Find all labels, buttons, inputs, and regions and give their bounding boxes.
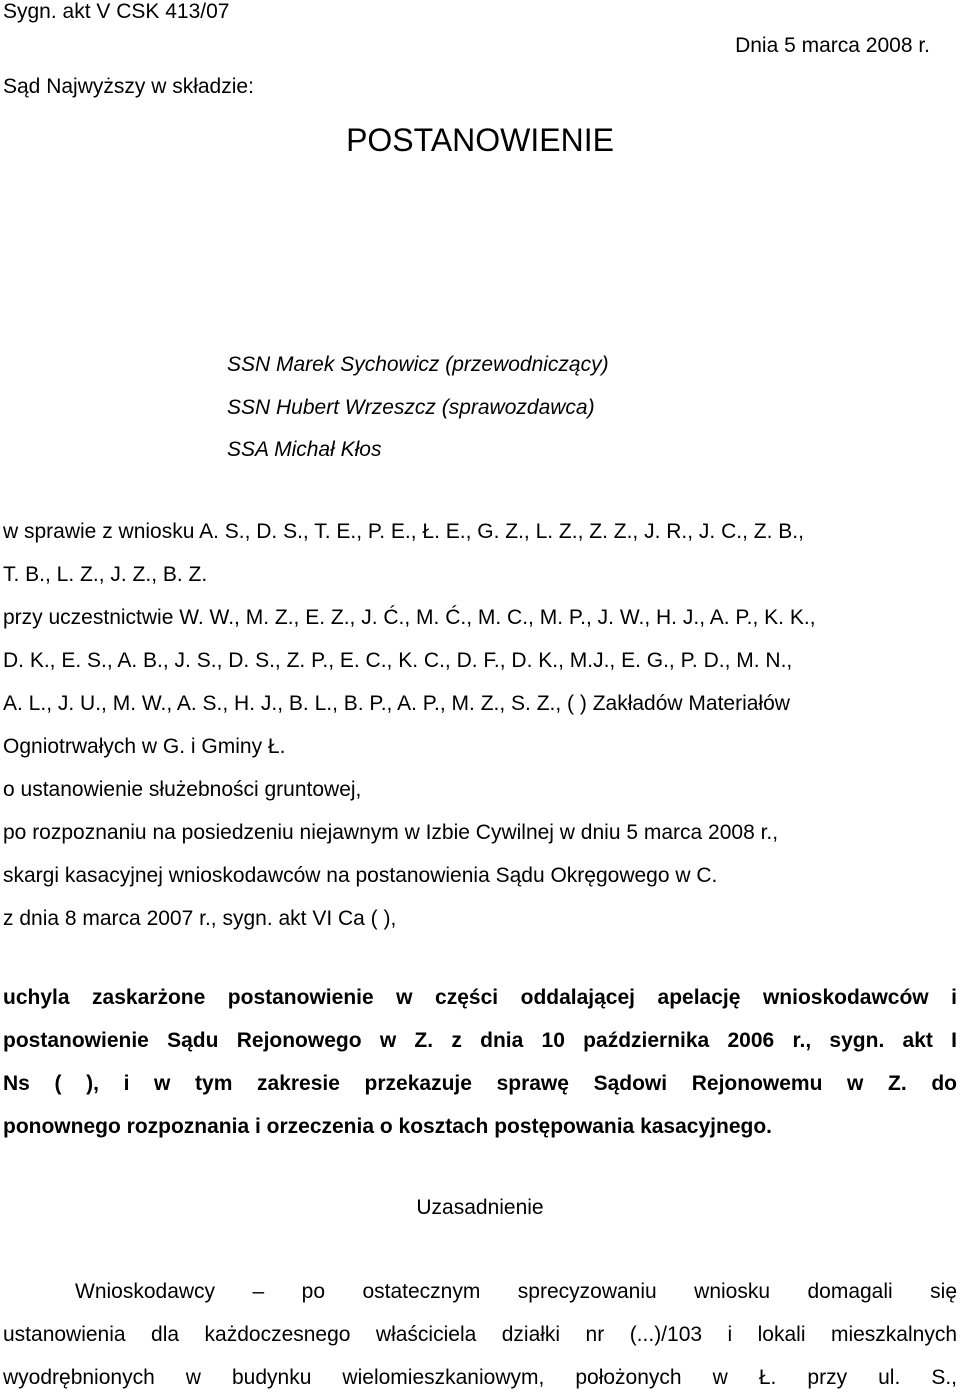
case-line: przy uczestnictwie W. W., M. Z., E. Z., J. Ć., M. Ć., M. C., M. P., J. W., H. J., A. P., K. K.,: [3, 606, 816, 629]
case-line: Ogniotrwałych w G. i Gminy Ł.: [3, 735, 286, 758]
case-line: o ustanowienie służebności gruntowej,: [3, 778, 362, 801]
judge-rapporteur: SSN Hubert Wrzeszcz (sprawozdawca): [227, 396, 595, 419]
justification-line: ustanowienia dla każdoczesnego właściciela działki nr (...)/103 i lokali mieszkalnych: [3, 1323, 957, 1346]
case-line: A. L., J. U., M. W., A. S., H. J., B. L., B. P., A. P., M. Z., S. Z., ( ) Zakładów Materiałów: [3, 692, 790, 715]
judge-presiding: SSN Marek Sychowicz (przewodniczący): [227, 353, 609, 376]
case-line: z dnia 8 marca 2007 r., sygn. akt VI Ca ( ),: [3, 907, 397, 930]
court-composition-label: Sąd Najwyższy w składzie:: [3, 75, 254, 98]
justification-line: Wnioskodawcy – po ostatecznym sprecyzowaniu wniosku domagali się: [75, 1280, 957, 1303]
case-line: po rozpoznaniu na posiedzeniu niejawnym w Izbie Cywilnej w dniu 5 marca 2008 r.,: [3, 821, 779, 844]
case-number: Sygn. akt V CSK 413/07: [3, 0, 230, 23]
justification-line: wyodrębnionych w budynku wielomieszkaniowym, położonych w Ł. przy ul. S.,: [3, 1366, 957, 1389]
ruling-line: Ns ( ), i w tym zakresie przekazuje sprawę Sądowi Rejonowemu w Z. do: [3, 1072, 957, 1095]
document-title: POSTANOWIENIE: [346, 122, 614, 158]
case-line: w sprawie z wniosku A. S., D. S., T. E., P. E., Ł. E., G. Z., L. Z., Z. Z., J. R., J. C., Z. B.,: [3, 520, 804, 543]
case-line: skargi kasacyjnej wnioskodawców na postanowienia Sądu Okręgowego w C.: [3, 864, 718, 887]
ruling-date: Dnia 5 marca 2008 r.: [735, 34, 930, 57]
ruling-line: uchyla zaskarżone postanowienie w części oddalającej apelację wnioskodawców i: [3, 986, 957, 1009]
justification-heading: Uzasadnienie: [416, 1196, 544, 1219]
ruling-line: ponownego rozpoznania i orzeczenia o kosztach postępowania kasacyjnego.: [3, 1115, 772, 1138]
case-line: D. K., E. S., A. B., J. S., D. S., Z. P., E. C., K. C., D. F., D. K., M.J., E. G., P. D., M. N.,: [3, 649, 793, 672]
judge-member: SSA Michał Kłos: [227, 438, 382, 461]
case-line: T. B., L. Z., J. Z., B. Z.: [3, 563, 208, 586]
ruling-line: postanowienie Sądu Rejonowego w Z. z dnia 10 października 2006 r., sygn. akt I: [3, 1029, 957, 1052]
